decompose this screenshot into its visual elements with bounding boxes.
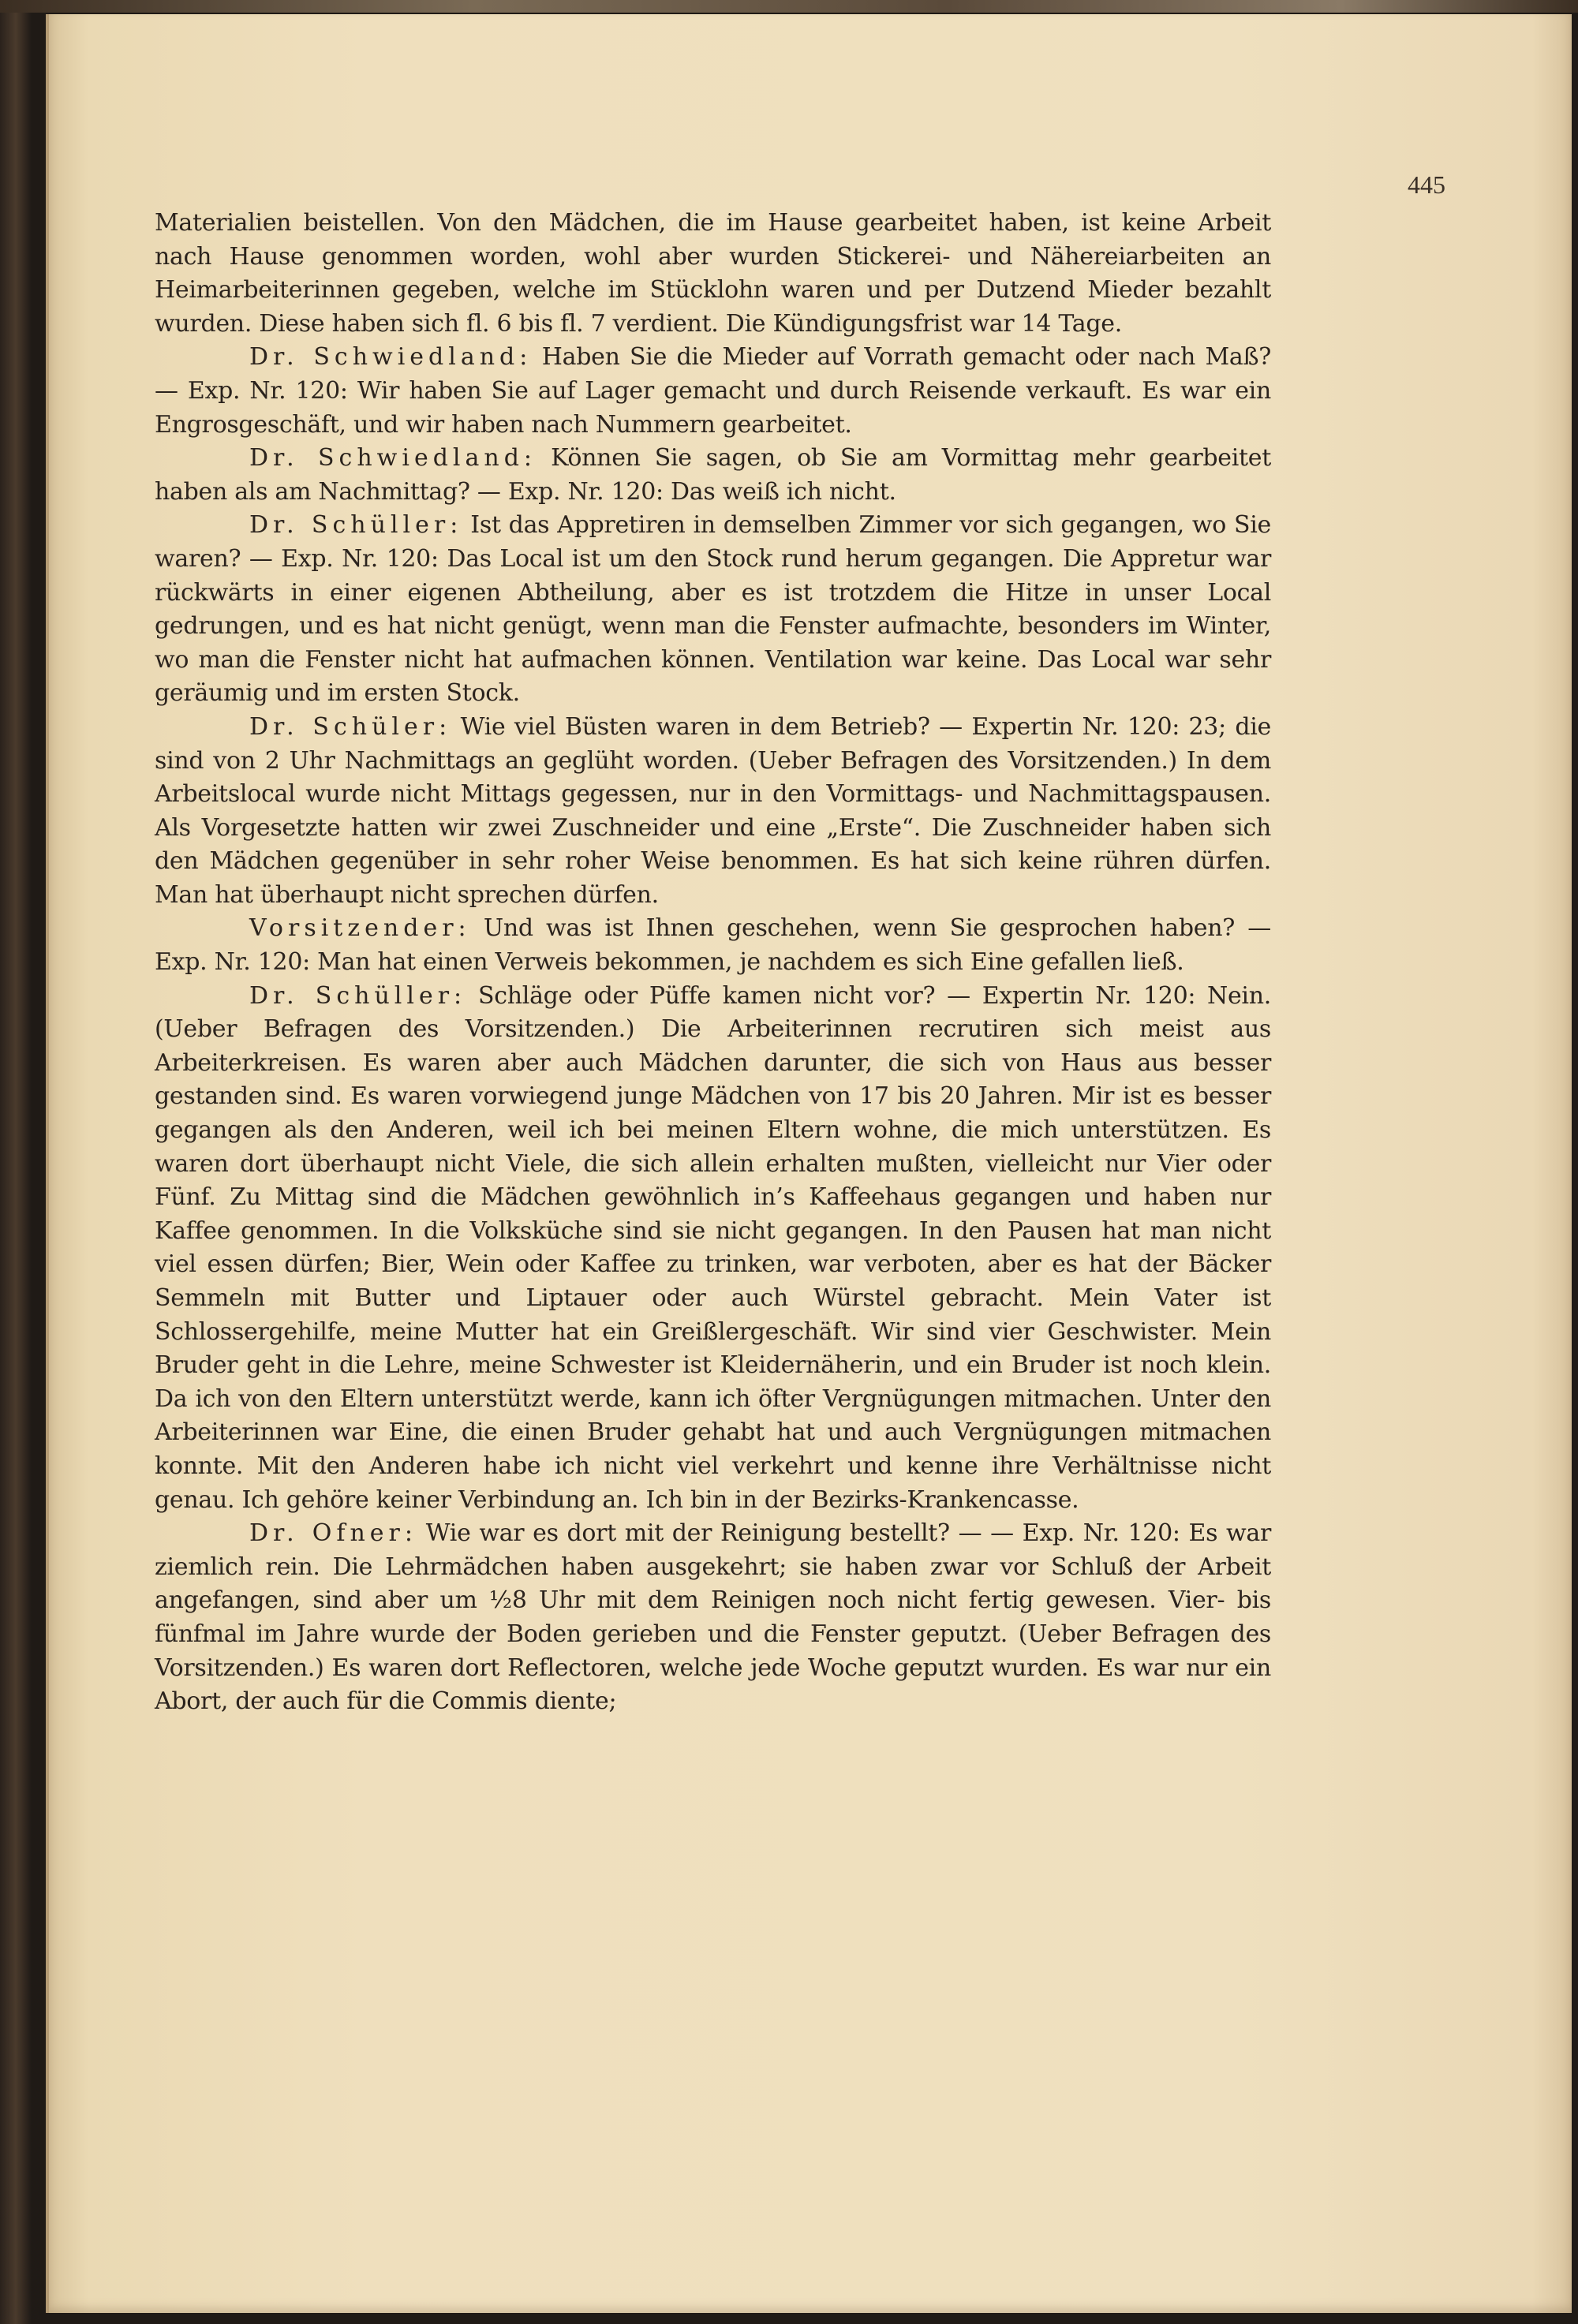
paragraph-text: Schläge oder Püffe kamen nicht vor? — Expertin Nr. 120: Nein. (Ueber Befragen des Vorsitzenden.) Die Arbeiterinnen recrutiren sich meist aus Arbeiterkreisen. Es waren aber auch Mädchen darunter, die sich von Haus aus besser gestanden sind. Es waren vorwiegend junge Mädchen von 17 bis 20 Jahren. Mir ist es besser gegangen als den Anderen, weil ich bei meinen Eltern wohne, die mich unterstützen. Es waren dort überhaupt nicht Viele, die sich allein erhalten mußten, vielleicht nur Vier oder Fünf. Zu Mittag sind die Mädchen gewöhnlich in’s Kaffeehaus gegangen und haben nur Kaffee genommen. In die Volksküche sind sie nicht gegangen. In den Pausen hat man nicht viel essen dürfen; Bier, Wein oder Kaffee zu trinken, war verboten, aber es hat der Bäcker Semmeln mit Butter und Liptauer oder auch Würstel gebracht. Mein Vater ist Schlossergehilfe, meine Mutter hat ein Greißlergeschäft. Wir sind vier Geschwister. Mein Bruder geht in die Lehre, meine Schwester ist Kleidernäherin, und ein Bruder ist noch klein. Da ich von den Eltern unterstützt werde, kann ich öfter Vergnügungen mitmachen. Unter den Arbeiterinnen war Eine, die einen Bruder gehabt hat und auch Vergnügungen mitmachen konnte. Mit den Anderen habe ich nicht viel verkehrt und kenne ihre Verhältnisse nicht genau. Ich gehöre keiner Verbindung an. Ich bin in der Bezirks-Krankencasse. [155, 981, 1271, 1514]
speaker: Dr. Schüller: [249, 981, 467, 1010]
paragraph-text: Ist das Appretiren in demselben Zimmer vor sich gegangen, wo Sie waren? — Exp. Nr. 120: Das Local ist um den Stock rund herum gegangen. Die Appretur war rückwärts in einer eigenen Abtheilung, aber es ist trotzdem die Hitze in unser Local gedrungen, und es hat nicht genügt, wenn man die Fenster aufmachte, besonders im Winter, wo man die Fenster nicht hat aufmachen können. Ventilation war keine. Das Local war sehr geräumig und im ersten Stock. [155, 511, 1272, 708]
paragraph-text: Materialien beistellen. Von den Mädchen, die im Hause gearbeitet haben, ist keine Arbeit nach Hause genommen worden, wohl aber wurden Stickerei- und Nähereiarbeiten an Heimarbeiterinnen gegeben, welche im Stücklohn waren und per Dutzend Mieder bezahlt wurden. Diese haben sich fl. 6 bis fl. 7 verdient. Die Kündigungsfrist war 14 Tage. [155, 209, 1271, 338]
paragraph [155, 207, 1271, 341]
body-text [155, 207, 1271, 1719]
page-number: 445 [1408, 170, 1445, 199]
speaker: Vorsitzender: [249, 914, 471, 943]
paragraph [155, 980, 1271, 1518]
speaker: Dr. Schwiedland: [249, 444, 537, 473]
speaker: Dr. Schüler: [249, 712, 452, 741]
paragraph [155, 442, 1271, 509]
paragraph [155, 1517, 1271, 1719]
book-edge [0, 0, 1578, 13]
paragraph-text: Haben Sie die Mieder auf Vorrath gemacht oder nach Maß? — Exp. Nr. 120: Wir haben Sie auf Lager gemacht und durch Reisende verkauft. Es war ein Engrosgeschäft, und wir haben nach Nummern gearbeitet. [155, 343, 1271, 439]
paragraph-text: Können Sie sagen, ob Sie am Vormittag mehr gearbeitet haben als am Nachmittag? — Exp. Nr. 120: Das weiß ich nicht. [155, 444, 1272, 506]
paragraph-text: Wie war es dort mit der Reinigung bestellt? — — Exp. Nr. 120: Es war ziemlich rein. Die Lehrmädchen haben ausgekehrt; sie haben zwar vor Schluß der Arbeit angefangen, sind aber um ½8 Uhr mit dem Reinigen noch nicht fertig gewesen. Vier- bis fünfmal im Jahre wurde der Boden gerieben und die Fenster geputzt. (Ueber Befragen des Vorsitzenden.) Es waren dort Reflectoren, welche jede Woche geputzt wurden. Es war nur ein Abort, der auch für die Commis diente; [155, 1519, 1271, 1716]
paragraph-text: Und was ist Ihnen geschehen, wenn Sie gesprochen haben? — Exp. Nr. 120: Man hat einen Verweis bekommen, je nachdem es sich Eine gefallen ließ. [155, 914, 1271, 977]
paragraph [155, 341, 1271, 442]
paragraph [155, 509, 1271, 711]
paragraph [155, 711, 1271, 913]
paragraph [155, 912, 1271, 979]
speaker: Dr. Ofner: [249, 1519, 417, 1548]
paragraph-text: Wie viel Büsten waren in dem Betrieb? — Expertin Nr. 120: 23; die sind von 2 Uhr Nachmittags an geglüht worden. (Ueber Befragen des Vorsitzenden.) In dem Arbeitslocal wurde nicht Mittags gegessen, nur in den Vormittags- und Nachmittagspausen. Als Vorgesetzte hatten wir zwei Zuschneider und eine „Erste“. Die Zuschneider haben sich den Mädchen gegenüber in sehr roher Weise benommen. Es hat sich keine rühren dürfen. Man hat überhaupt nicht sprechen dürfen. [155, 712, 1272, 909]
speaker: Dr. Schüller: [249, 511, 463, 540]
speaker: Dr. Schwiedland: [249, 343, 533, 372]
